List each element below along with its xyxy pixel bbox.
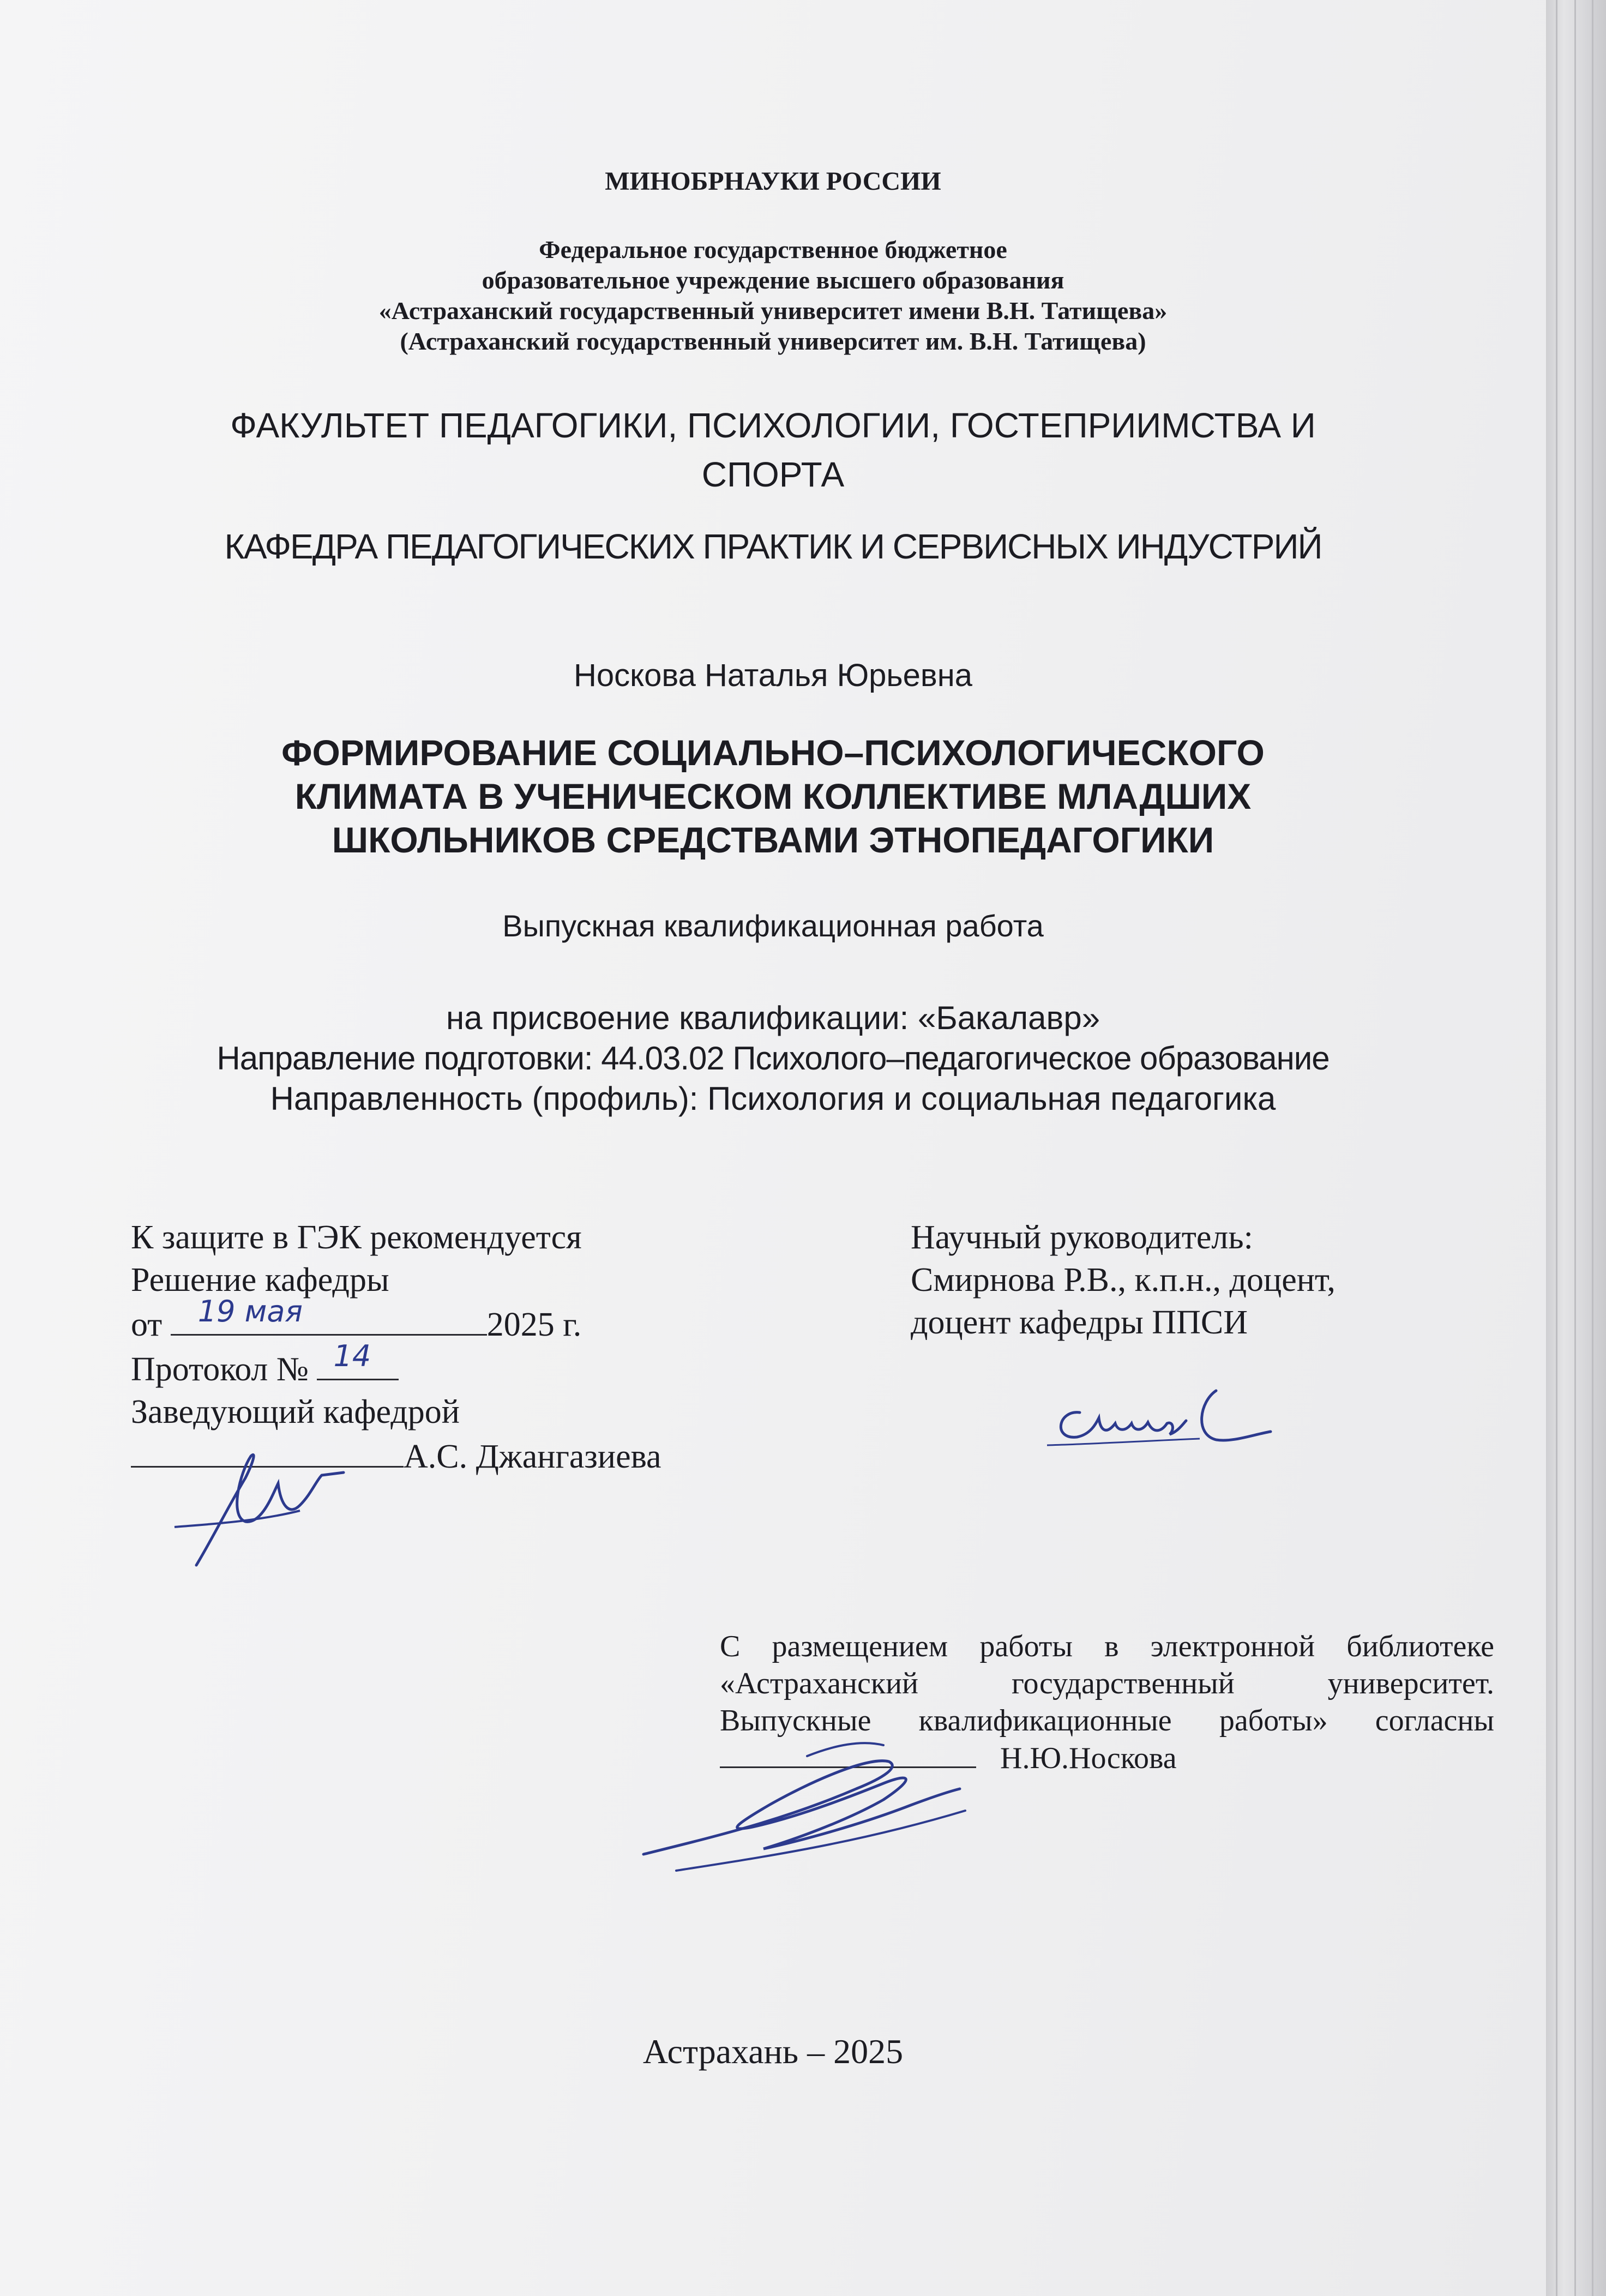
student-signature: [627, 1723, 982, 1882]
decision-date: от 19 мая 2025 г.: [131, 1301, 661, 1346]
page-stack-edge: [1546, 0, 1606, 2296]
author-name: Носкова Наталья Юрьевна: [573, 658, 972, 693]
ministry-header: МИНОБРНАУКИ РОССИИ: [605, 167, 941, 196]
institution-name: Федеральное государственное бюджетное образовательное учреждение высшего образования «Астраханский государственный университет имени В.Н. Татищева» (Астраханский государственный университет им. В.Н. Татищева): [378, 236, 1168, 355]
handwritten-protocol: 14: [333, 1339, 371, 1373]
qualification: на присвоение квалификации: «Бакалавр»: [446, 1000, 1100, 1036]
work-title: ФОРМИРОВАНИЕ СОЦИАЛЬНО–ПСИХОЛОГИЧЕСКОГО КЛИМАТА В УЧЕНИЧЕСКОМ КОЛЛЕКТИВЕ МЛАДШИХ ШКОЛЬНИКОВ СРЕДСТВАМИ ЭТНОПЕДАГОГИКИ: [281, 732, 1265, 860]
head-signature: [164, 1429, 371, 1587]
study-direction: Направление подготовки: 44.03.02 Психолого–педагогическое образование: [216, 1040, 1330, 1077]
student-name: Н.Ю.Носкова: [1000, 1741, 1177, 1775]
supervisor-signature: [1036, 1380, 1282, 1462]
city-year: Астрахань – 2025: [642, 2032, 904, 2071]
head-signature-line: А.С. Джангазиева: [131, 1433, 661, 1478]
protocol-number: Протокол № 14: [131, 1346, 661, 1391]
faculty-name: ФАКУЛЬТЕТ ПЕДАГОГИКИ, ПСИХОЛОГИИ, ГОСТЕПРИИМСТВА И СПОРТА: [230, 406, 1316, 494]
library-consent: С размещением работы в электронной библиотеке «Астраханский государственный университет. Выпускные квалификационные работы» согласны Н.Ю.Носкова: [720, 1628, 1494, 1777]
supervisor-block: Научный руководитель: Смирнова Р.В., к.п.н., доцент, доцент кафедры ППСИ: [911, 1219, 1336, 1341]
work-type: Выпускная квалификационная работа: [502, 909, 1044, 943]
study-profile: Направленность (профиль): Психология и социальная педагогика: [270, 1080, 1276, 1117]
qualification-block: [0, 998, 1546, 1119]
department-name: КАФЕДРА ПЕДАГОГИЧЕСКИХ ПРАКТИК И СЕРВИСНЫХ ИНДУСТРИЙ: [224, 527, 1322, 566]
handwritten-date: 19 мая: [197, 1294, 303, 1329]
defense-recommendation: К защите в ГЭК рекомендуется Решение кафедры от 19 мая 2025 г. Протокол № 14 Заведующий кафедрой А.С. Джангазиева: [131, 1216, 661, 1478]
